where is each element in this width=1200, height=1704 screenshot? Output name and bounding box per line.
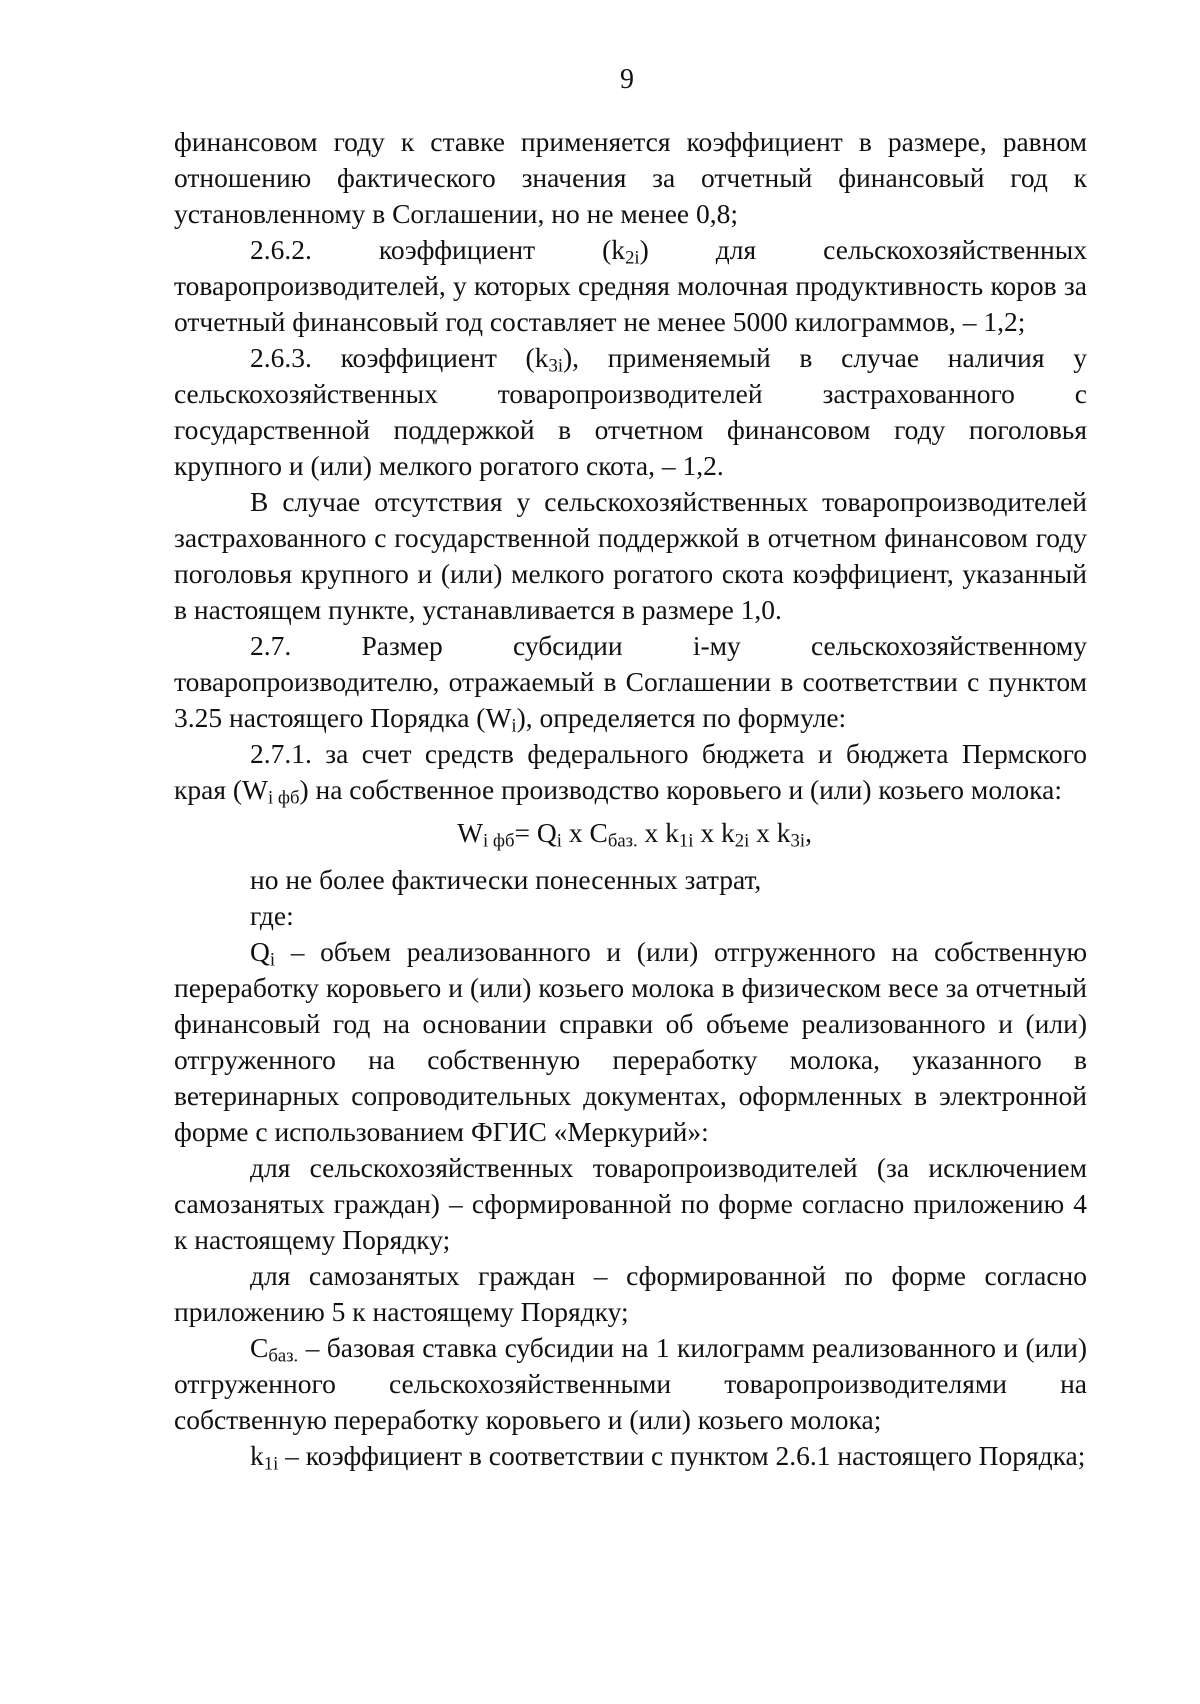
text-run: для самозанятых граждан – сформированной по форме согласно приложению 5 к настоящему Порядку;: [174, 1260, 1087, 1327]
subscript: 1i: [263, 1453, 279, 1475]
text-run: ) на собственное производство коровьего и (или) козьего молока:: [299, 774, 1062, 805]
paragraph-producers: [174, 1150, 1087, 1258]
page-number: 9: [620, 64, 634, 95]
text-run: W: [457, 817, 484, 848]
paragraph-self-employed: [174, 1258, 1087, 1330]
subscript: i: [269, 949, 276, 971]
subscript: баз.: [607, 830, 638, 852]
text-run: финансовом году к ставке применяется коэффициент в размере, равном отношению фактического значения за отчетный финансовый год к установленному в Соглашении, но не менее 0,8;: [174, 126, 1087, 229]
subscript: 2i: [625, 247, 640, 269]
subscript: i фб: [483, 830, 515, 852]
paragraph-2-6-2: [174, 232, 1087, 340]
text-run: 2.7.1. за счет средств федерального бюджета и бюджета Пермского края (W: [174, 738, 1087, 805]
text-run: x k: [693, 817, 735, 848]
text-run: – объем реализованного и (или) отгруженного на собственную переработку коровьего и (или) козьего молока в физическом весе за отчетный финансовый год на основании справки об объеме реализованного и (или) отгруженного на собственную переработку молока, указанного в ветеринарных сопроводительных документах, оформленных в электронной форме с использованием ФГИС «Меркурий»:: [174, 936, 1087, 1147]
formula: [174, 815, 1087, 851]
text-run: x С: [561, 817, 608, 848]
subscript: i: [511, 715, 517, 737]
text-run: Q: [250, 936, 270, 967]
paragraph-2-6-3: [174, 340, 1087, 484]
document-body: [174, 124, 1087, 1474]
text-run: С: [250, 1332, 269, 1363]
text-run: ) для сельскохозяйственных товаропроизводителей, у которых средняя молочная продуктивность коров за отчетный финансовый год составляет не менее 5000 килограммов, – 1,2;: [174, 234, 1087, 337]
text-run: – коэффициент в соответствии с пунктом 2.6.1 настоящего Порядка;: [278, 1440, 1086, 1471]
text-run: – базовая ставка субсидии на 1 килограмм реализованного и (или) отгруженного сельскохозяйственными товаропроизводителями на собственную переработку коровьего и (или) козьего молока;: [174, 1332, 1087, 1435]
paragraph-limit: [174, 862, 1087, 898]
definition-c-base: [174, 1330, 1087, 1438]
text-run: 2.6.3. коэффициент (k: [250, 342, 549, 373]
paragraph-where: [174, 898, 1087, 934]
text-run: x k: [749, 817, 791, 848]
paragraph-absence-case: [174, 484, 1087, 628]
subscript: 3i: [790, 830, 806, 852]
text-run: где:: [250, 900, 294, 931]
subscript: 3i: [548, 355, 564, 377]
subscript: баз.: [268, 1345, 299, 1367]
text-run: 2.7. Размер субсидии i-му сельскохозяйственному товаропроизводителю, отражаемый в Соглашении в соответствии с пунктом 3.25 настоящего Порядка (W: [174, 630, 1087, 733]
text-run: = Q: [514, 817, 557, 848]
text-run: ,: [805, 817, 812, 848]
paragraph-2-7-1: [174, 736, 1087, 808]
subscript: 1i: [678, 830, 694, 852]
subscript: 2i: [734, 830, 750, 852]
text-run: В случае отсутствия у сельскохозяйственных товаропроизводителей застрахованного с государственной поддержкой в отчетном финансовом году поголовья крупного и (или) мелкого рогатого скота коэффициент, указанный в настоящем пункте, устанавливается в размере 1,0.: [174, 486, 1087, 625]
subscript: i фб: [267, 787, 300, 809]
text-run: k: [250, 1440, 264, 1471]
definition-qi: [174, 934, 1087, 1150]
text-run: 2.6.2. коэффициент (k: [250, 234, 626, 265]
paragraph-coefficient-ratio: [174, 124, 1087, 232]
text-run: но не более фактически понесенных затрат,: [250, 864, 762, 895]
paragraph-2-7: [174, 628, 1087, 736]
text-run: ), определяется по формуле:: [516, 702, 847, 733]
text-run: ), применяемый в случае наличия у сельскохозяйственных товаропроизводителей застрахованного с государственной поддержкой в отчетном финансовом году поголовья крупного и (или) мелкого рогатого скота, – 1,2.: [174, 342, 1088, 481]
definition-k1i: [174, 1438, 1087, 1474]
text-run: x k: [637, 817, 679, 848]
text-run: для сельскохозяйственных товаропроизводителей (за исключением самозанятых граждан) – сформированной по форме согласно приложению 4 к настоящему Порядку;: [174, 1152, 1087, 1255]
subscript: i: [556, 830, 562, 852]
